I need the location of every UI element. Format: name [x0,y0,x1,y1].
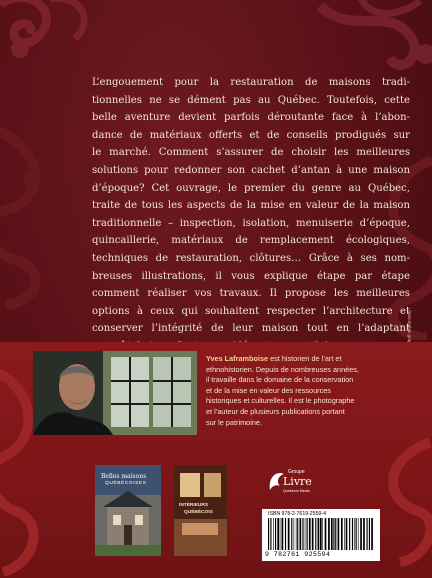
bio-line [206,365,364,376]
description-line: solutions pour redonner son cachet d’antan à une maison [92,164,410,176]
description-line: tionnelles ne se dément pas au Québec. Toutefois, cette [92,94,410,106]
bio-line [206,396,364,407]
publisher-line2: Livre [283,475,312,488]
barcode-bar [318,518,320,550]
author-photo [33,351,197,435]
book-title-line1: INTÉRIEURS [179,503,209,508]
barcode-bar [349,518,350,550]
barcode-bar [352,518,353,550]
barcode-bar [273,518,274,550]
isbn-barcode [262,509,380,561]
barcode-bar [307,518,308,550]
bio-line [206,418,364,429]
bio-text: ethnohistorien. Depuis de nombreuses années, [206,364,359,374]
barcode-bar [305,518,306,550]
barcode-bar [297,518,298,550]
barcode-bar [331,518,333,550]
barcode-bar [302,518,303,550]
description-line: conserver l’intégrité de leur maison tout en l’adaptant [92,323,410,335]
barcode-bar [346,518,348,550]
bio-text: et de la mise en valeur des ressources [206,385,331,395]
barcode-bar [268,518,269,550]
book-title-line1: Belles maisons [101,473,147,480]
barcode-bar [367,518,368,550]
barcode-bar [341,518,343,550]
description-line: L’engouement pour la restauration de maisons tradi- [92,77,410,88]
barcode-bar [296,518,297,550]
barcode-bar [280,518,281,550]
book-title-line2: QUÉBÉCOISES [105,481,147,486]
description-line: le marché. Comment s’assurer de choisir les meilleures [92,147,410,159]
publisher-line1: Groupe [288,469,305,475]
barcode-bar [363,518,365,550]
barcode-bar [371,518,373,550]
barcode-bar [277,518,279,550]
bio-text: est historien de l’art et [268,354,342,363]
book-description [92,74,410,356]
bio-text: et l’auteur de plusieurs publications portant [206,406,345,416]
barcode-bar [338,518,340,550]
fleur-ornament-top-left [0,0,100,64]
author-name: Yves Laframboise [206,354,269,363]
barcode-bar [294,518,295,550]
barcode-bar [335,518,336,550]
barcode-bar [300,518,302,550]
barcode-bar [354,518,355,550]
description-line: options à ceux qui souhaitent respecter l’architecture et [92,305,410,317]
barcode-bars [268,518,374,550]
barcode-bar [333,518,334,550]
related-book-belles-maisons [95,465,161,556]
description-line: belle aventure devient parfois déroutante face à l’abon- [92,112,410,124]
bio-line [206,354,364,365]
barcode-digits: 9 782761 925594 [265,551,331,558]
description-line: quincaillerie, matériaux de remplacement écologiques, [92,235,410,247]
barcode-bar [328,518,330,550]
barcode-bar [312,518,314,550]
barcode-bar [315,518,316,550]
bio-line [206,407,364,418]
barcode-bar [282,518,284,550]
barcode-bar [320,518,322,550]
barcode-bar [356,518,357,550]
book-title-line2: QUÉBÉCOIS [184,510,213,515]
description-line: dance de matériaux offerts et de conseils prodigués sur [92,129,410,141]
publisher-line3: Quebecor Media [283,489,310,493]
barcode-bar [322,518,323,550]
bio-line [206,375,364,386]
barcode-bar [369,518,370,550]
description-line: traite de tous les aspects de la mise en valeur de la maison [92,200,410,212]
barcode-bar [275,518,276,550]
barcode-bar [270,518,271,550]
related-book-interieurs [174,465,227,556]
bio-text: il travaille dans le domaine de la conservation [206,375,354,385]
barcode-bar [325,518,327,550]
description-line: d’époque? Cet ouvrage, le premier du genre au Québec, [92,182,410,194]
fleur-ornament-left [0,110,66,310]
description-line: breuses illustrations, il vous explique étape par étape [92,270,410,282]
description-line: comment réaliser vos travaux. Il propose les meilleures [92,288,410,300]
isbn-text: ISBN 978-2-7619-2559-4 [268,511,326,517]
bio-text: historiques et culturelles. Il est le photographe [206,396,355,406]
barcode-bar [358,518,359,550]
barcode-bar [288,518,290,550]
description-line: traditionnelle – inspection, isolation, menuiserie d’époque, [92,217,410,229]
barcode-bar [344,518,345,550]
description-line: techniques de restauration, clôtures… Grâce à ses nom- [92,252,410,264]
barcode-bar [309,518,311,550]
barcode-bar [291,518,292,550]
publisher-logo [266,468,318,504]
barcode-bar [285,518,286,550]
bio-line [206,386,364,397]
author-bio [206,354,364,428]
bio-text: sur le patrimoine. [206,417,262,427]
barcode-bar [360,518,362,550]
